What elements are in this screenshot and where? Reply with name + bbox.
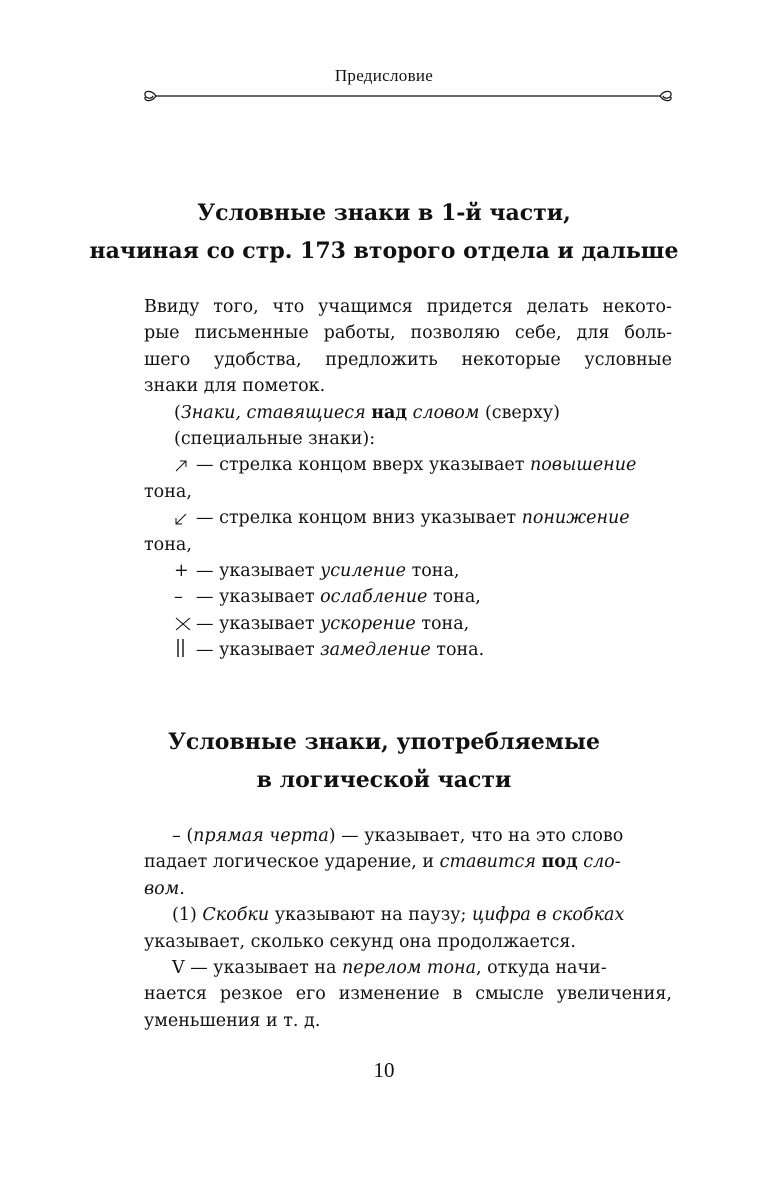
minus-sign: – xyxy=(174,587,183,608)
rule-right-flourish xyxy=(660,91,671,100)
v-item-end: уменьшения и т. д. xyxy=(144,1010,321,1031)
paren-item: (1) Скобки указывают на паузу; цифра в скобках xyxy=(172,905,625,926)
dash-item: – (прямая черта) — указывает, что на это слово xyxy=(172,826,624,846)
section1-title xyxy=(0,194,768,270)
running-head: Предисловие xyxy=(334,66,434,85)
dash-item-cont: падает логическое ударение, и ставится под сло- xyxy=(144,852,621,873)
cross-item: — указывает ускорение тона, xyxy=(144,611,672,637)
section1-body xyxy=(144,294,672,664)
special-signs-note: (специальные знаки): xyxy=(174,429,376,450)
page-number: 10 xyxy=(373,1058,395,1082)
double-bar-icon xyxy=(174,637,196,663)
plus-item: + — указывает усиление тона, xyxy=(144,558,672,584)
v-item: V — указывает на перелом тона, откуда начи- xyxy=(172,958,607,979)
section1-title-line1: Условные знаки в 1-й части, xyxy=(197,200,571,226)
dash-item-end: вом. xyxy=(144,878,185,899)
v-sign: V xyxy=(172,958,185,979)
ornamental-rule xyxy=(142,84,674,108)
paren-item-cont: указывает, сколько секунд она продолжается. xyxy=(144,931,576,952)
intro-line-last: знаки для пометок. xyxy=(144,376,326,397)
rule-left-flourish xyxy=(145,91,156,100)
pause-item: — указывает замедление тона. xyxy=(144,637,672,663)
intro-line: Ввиду того, что учащимся придется делать некото- xyxy=(144,297,672,317)
intro-line: рые письменные работы, позволяю себе, для боль- xyxy=(144,323,672,344)
fall-item: — стрелка концом вниз указывает понижение xyxy=(144,505,672,531)
rise-item-cont: тона, xyxy=(144,481,192,502)
section2-body xyxy=(144,823,672,1034)
section2-title-line1: Условные знаки, употребляемые xyxy=(168,729,600,755)
fall-item-cont: тона, xyxy=(144,534,192,555)
section2-title-line2: в логической части xyxy=(256,767,512,793)
plus-sign: + xyxy=(174,561,189,582)
arrow-up-right-icon xyxy=(174,452,196,478)
above-word-note: (Знаки, ставящиеся над словом (сверху) xyxy=(174,402,560,423)
rise-item: — стрелка концом вверх указывает повышение xyxy=(144,452,672,478)
v-item-cont: нается резкое его изменение в смысле увеличения, xyxy=(144,984,672,1005)
minus-item: – — указывает ослабление тона, xyxy=(144,584,672,610)
section2-title xyxy=(0,723,768,799)
arrow-down-left-icon xyxy=(174,505,196,531)
cross-icon xyxy=(174,611,196,637)
section1-title-line2: начиная со стр. 173 второго отдела и дальше xyxy=(89,238,679,264)
intro-line: шего удобства, предложить некоторые условные xyxy=(144,349,672,370)
